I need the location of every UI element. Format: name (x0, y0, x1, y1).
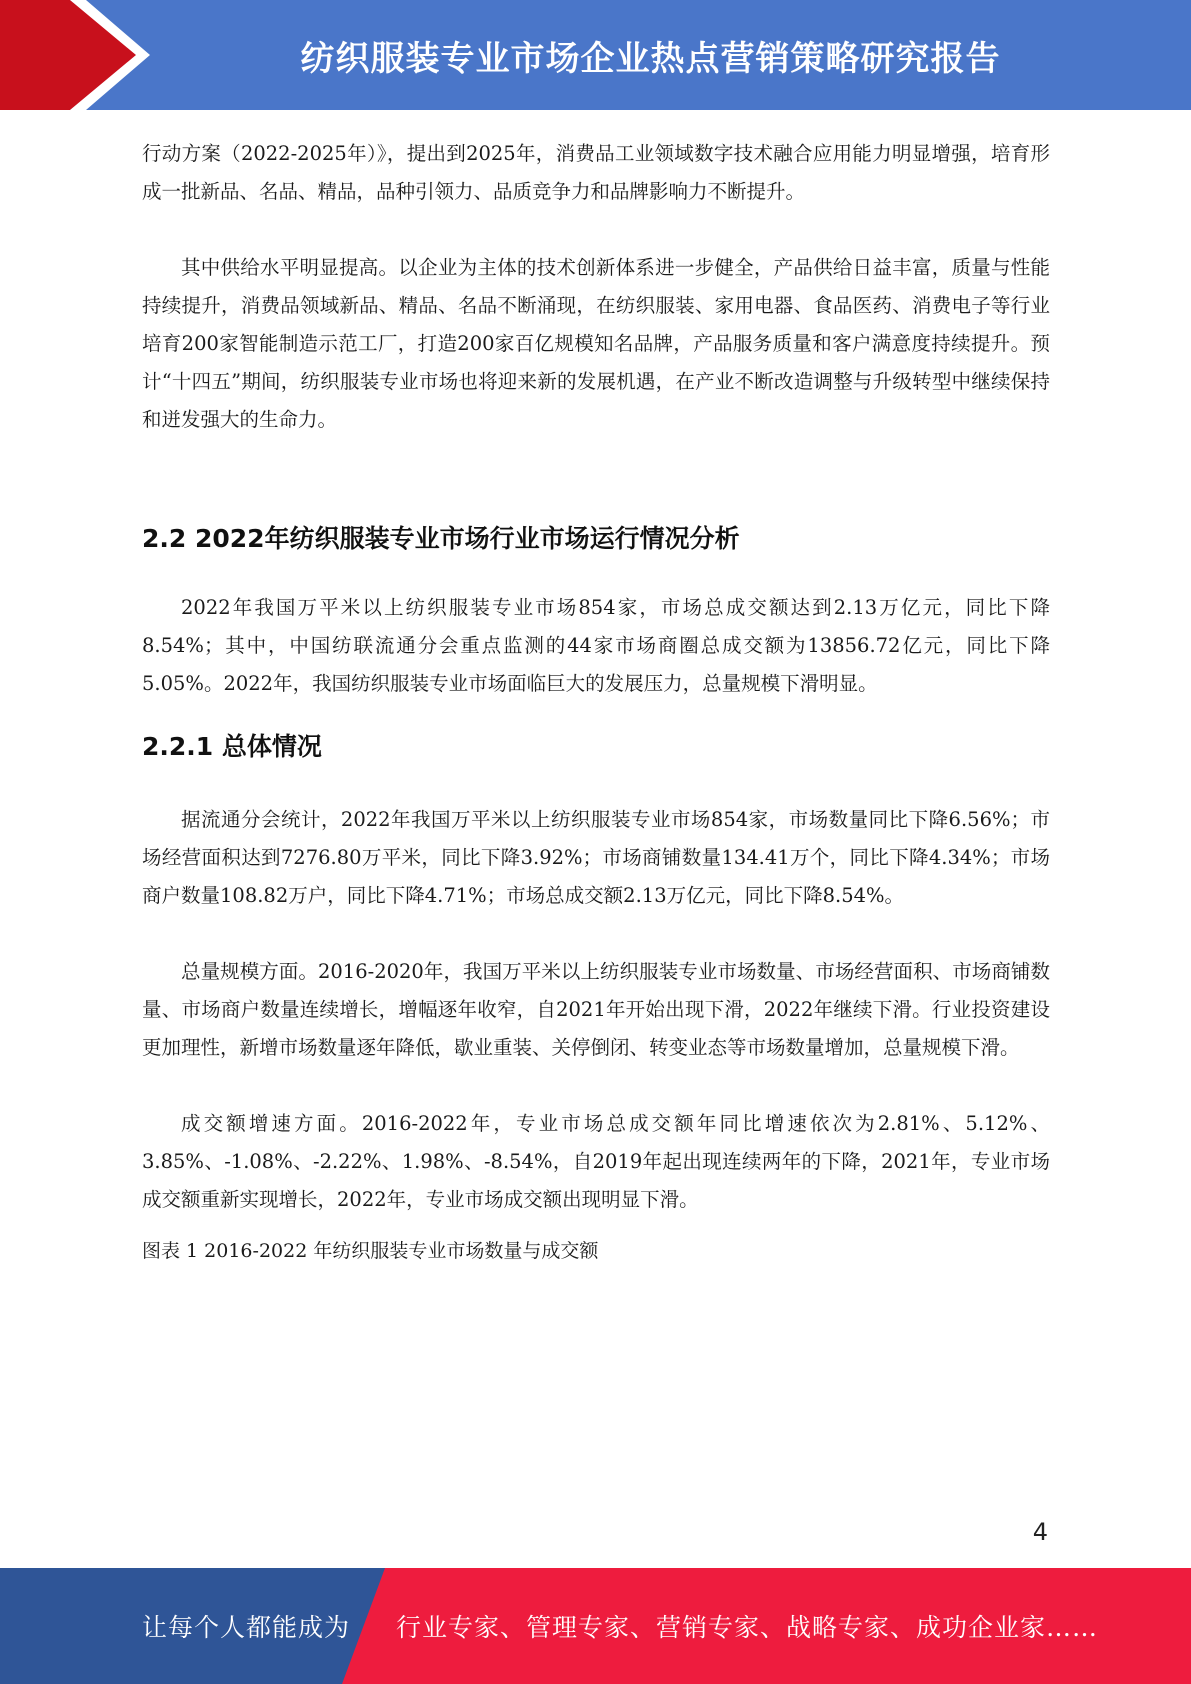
report-title: 纺织服装专业市场企业热点营销策略研究报告 (300, 38, 1001, 79)
footer-banner (0, 1568, 1191, 1684)
paragraph-action-plan: 行动方案（2022-2025年）》，提出到2025年，消费品工业领域数字技术融合应用能力明显增强，培育形成一批新品、名品、精品，品种引领力、品质竞争力和品牌影响力不断提升。 (142, 142, 1050, 203)
paragraph-growth-rate: 成交额增速方面。2016-2022年，专业市场总成交额年同比增速依次为2.81%、5.12%、3.85%、-1.08%、-2.22%、1.98%、-8.54%，自2019年起出现连续两年的下降，2021年，专业市场成交额重新实现增长，2022年，专业市场成交额出现明显下滑。 (142, 1112, 1050, 1211)
page-body (142, 135, 1050, 1269)
section-heading-2-2-1: 2.2.1 总体情况 (142, 732, 322, 761)
paragraph-statistics: 据流通分会统计，2022年我国万平米以上纺织服装专业市场854家，市场数量同比下降6.56%；市场经营面积达到7276.80万平米，同比下降3.92%；市场商铺数量134.41万个，同比下降4.34%；市场商户数量108.82万户，同比下降4.71%；市场总成交额2.13万亿元，同比下降8.54%。 (142, 808, 1050, 907)
paragraph-total-scale: 总量规模方面。2016-2020年，我国万平米以上纺织服装专业市场数量、市场经营面积、市场商铺数量、市场商户数量连续增长，增幅逐年收窄，自2021年开始出现下滑，2022年继续下滑。行业投资建设更加理性，新增市场数量逐年降低，歇业重装、关停倒闭、转变业态等市场数量增加，总量规模下滑。 (142, 960, 1050, 1059)
header-banner (0, 0, 1191, 110)
page-number: 4 (1032, 1518, 1048, 1546)
paragraph-supply-level: 其中供给水平明显提高。以企业为主体的技术创新体系进一步健全，产品供给日益丰富，质量与性能持续提升，消费品领域新品、精品、名品不断涌现，在纺织服装、家用电器、食品医药、消费电子等行业培育200家智能制造示范工厂，打造200家百亿规模知名品牌，产品服务质量和客户满意度持续提升。预计“十四五”期间，纺织服装专业市场也将迎来新的发展机遇，在产业不断改造调整与升级转型中继续保持和迸发强大的生命力。 (142, 256, 1050, 431)
footer-slogan-left: 让每个人都能成为 (142, 1613, 351, 1642)
footer-slogan-right: 行业专家、管理专家、营销专家、战略专家、成功企业家…… (396, 1613, 1099, 1642)
paragraph-2022-overview: 2022年我国万平米以上纺织服装专业市场854家，市场总成交额达到2.13万亿元，同比下降8.54%；其中，中国纺联流通分会重点监测的44家市场商圈总成交额为13856.72亿元，同比下降5.05%。2022年，我国纺织服装专业市场面临巨大的发展压力，总量规模下滑明显。 (142, 596, 1050, 695)
section-heading-2-2: 2.2 2022年纺织服装专业市场行业市场运行情况分析 (142, 524, 740, 553)
figure-caption: 图表 1 2016-2022 年纺织服装专业市场数量与成交额 (142, 1240, 599, 1262)
